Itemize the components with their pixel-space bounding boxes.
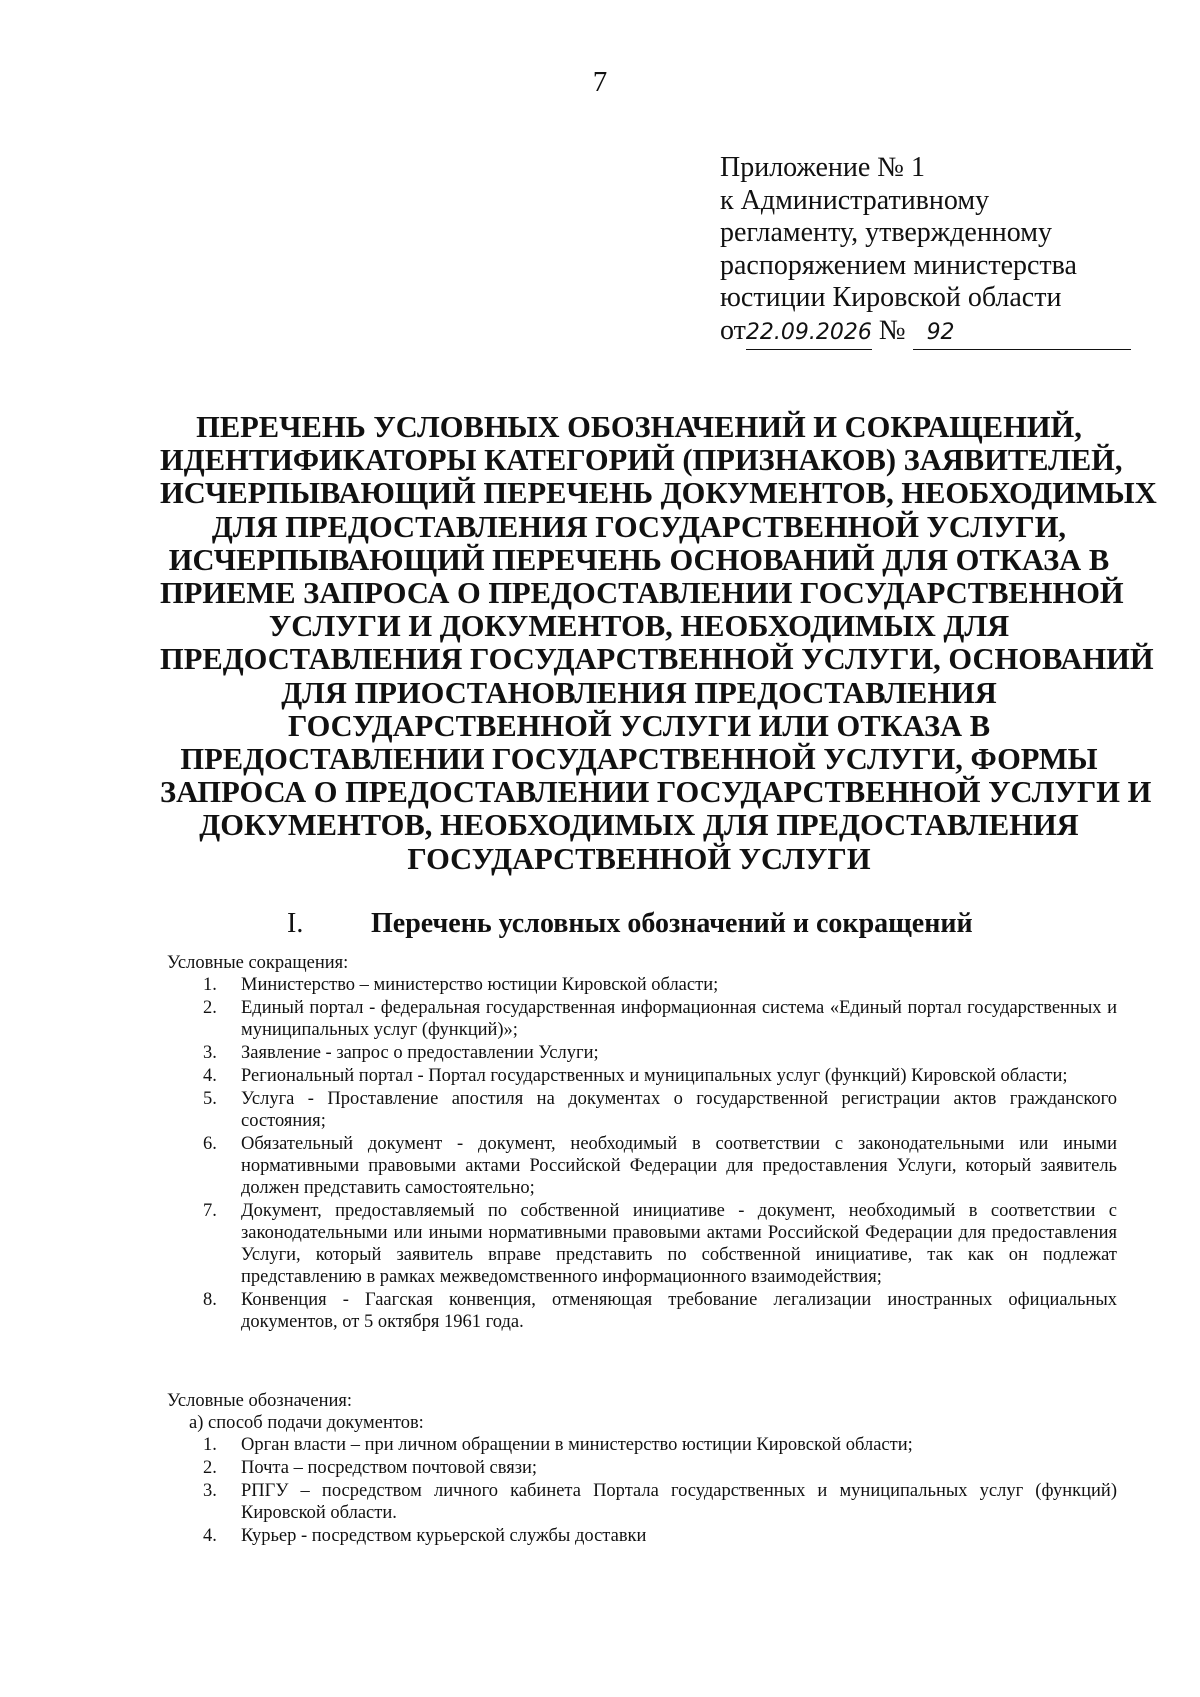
abbreviations-label: Условные сокращения:	[167, 953, 349, 973]
item-text: Курьер - посредством курьерской службы доставки	[241, 1526, 647, 1546]
title-line: ИСЧЕРПЫВАЮЩИЙ ПЕРЕЧЕНЬ ОСНОВАНИЙ ДЛЯ ОТКАЗА В	[168, 542, 1110, 577]
item-text: Обязательный документ - документ, необходимый в соответствии с законодательными или иными нормативными правовыми актами Российской Федерации для предоставления Услуги, который заявитель должен представить самостоятельно;	[241, 1134, 1117, 1198]
item-number: 6.	[203, 1134, 217, 1154]
item-number: 3.	[203, 1043, 217, 1063]
section-heading	[287, 908, 973, 940]
appendix-line: регламенту, утвержденному	[720, 217, 1052, 248]
title-line: ДЛЯ ПРИОСТАНОВЛЕНИЯ ПРЕДОСТАВЛЕНИЯ	[281, 675, 997, 710]
item-text: Единый портал - федеральная государственная информационная система «Единый портал государственных и муниципальных услуг (функций)»;	[241, 998, 1117, 1040]
item-text: Документ, предоставляемый по собственной инициативе - документ, необходимый в соответствии с законодательными или иными нормативными правовыми актами Российской Федерации для предоставления Услуги, который заявитель вправе представить по собственной инициативе, так как он подлежат представлению в рамках межведомственного информационного взаимодействия;	[241, 1201, 1117, 1287]
list-item	[167, 1065, 1117, 1087]
item-text: Почта – посредством почтовой связи;	[241, 1458, 538, 1478]
title-line: ДЛЯ ПРЕДОСТАВЛЕНИЯ ГОСУДАРСТВЕННОЙ УСЛУГИ,	[211, 509, 1067, 544]
list-item	[167, 1434, 1117, 1456]
title-line: ИДЕНТИФИКАТОРЫ КАТЕГОРИЙ (ПРИЗНАКОВ) ЗАЯВИТЕЛЕЙ,	[160, 443, 1123, 478]
appendix-line: Приложение № 1	[720, 152, 925, 183]
handwritten-number: 92	[913, 317, 1131, 351]
section-number: I.	[287, 908, 304, 939]
item-text: Услуга - Проставление апостиля на документах о государственной регистрации актов гражданского состояния;	[241, 1089, 1117, 1131]
number-label: №	[878, 314, 906, 346]
item-text: Региональный портал - Портал государственных и муниципальных услуг (функций) Кировской области;	[241, 1066, 1068, 1086]
list-item	[167, 974, 1117, 996]
designations-label: Условные обозначения:	[167, 1391, 353, 1411]
list-item	[167, 1289, 1117, 1333]
item-number: 2.	[203, 998, 217, 1018]
title-line: ГОСУДАРСТВЕННОЙ УСЛУГИ	[407, 841, 871, 876]
list-item	[167, 1200, 1117, 1288]
title-line: ИСЧЕРПЫВАЮЩИЙ ПЕРЕЧЕНЬ ДОКУМЕНТОВ, НЕОБХОДИМЫХ	[160, 476, 1157, 511]
appendix-date-line	[720, 315, 1160, 351]
title-line: ПРЕДОСТАВЛЕНИИ ГОСУДАРСТВЕННОЙ УСЛУГИ, ФОРМЫ	[180, 742, 1098, 777]
date-prefix: от	[720, 314, 746, 346]
item-number: 1.	[203, 975, 217, 995]
item-number: 1.	[203, 1435, 217, 1455]
title-line: ПРЕДОСТАВЛЕНИЯ ГОСУДАРСТВЕННОЙ УСЛУГИ, ОСНОВАНИЙ	[160, 642, 1154, 677]
item-text: Конвенция - Гаагская конвенция, отменяющая требование легализации иностранных официальных документов, от 5 октября 1961 года.	[241, 1290, 1117, 1332]
item-number: 4.	[203, 1066, 217, 1086]
title-line: ДОКУМЕНТОВ, НЕОБХОДИМЫХ ДЛЯ ПРЕДОСТАВЛЕНИЯ	[199, 808, 1079, 843]
title-line: УСЛУГИ И ДОКУМЕНТОВ, НЕОБХОДИМЫХ ДЛЯ	[268, 609, 1010, 644]
appendix-line: к Административному	[720, 184, 990, 216]
appendix-line: распоряжением министерства	[720, 249, 1077, 281]
title-line: ПЕРЕЧЕНЬ УСЛОВНЫХ ОБОЗНАЧЕНИЙ И СОКРАЩЕНИЙ,	[196, 410, 1082, 444]
list-item	[167, 1457, 1117, 1479]
list-item	[167, 1525, 1117, 1547]
appendix-line: юстиции Кировской области	[720, 282, 1062, 313]
item-text: Орган власти – при личном обращении в министерство юстиции Кировской области;	[241, 1435, 913, 1455]
item-number: 8.	[203, 1290, 217, 1310]
list-item	[167, 997, 1117, 1041]
title-line: ЗАПРОСА О ПРЕДОСТАВЛЕНИИ ГОСУДАРСТВЕННОЙ УСЛУГИ И	[160, 775, 1152, 810]
designations-list	[167, 1390, 1117, 1548]
section-title: Перечень условных обозначений и сокращений	[371, 908, 973, 939]
list-item	[167, 1480, 1117, 1524]
abbreviations-list	[167, 952, 1117, 1334]
page-number: 7	[592, 66, 608, 98]
item-number: 4.	[203, 1526, 217, 1546]
item-text: РПГУ – посредством личного кабинета Портала государственных и муниципальных услуг (функций) Кировской области.	[241, 1481, 1117, 1523]
designations-sub-label: а) способ подачи документов:	[189, 1413, 424, 1433]
list-item	[167, 1088, 1117, 1132]
item-number: 5.	[203, 1089, 217, 1109]
item-text: Министерство – министерство юстиции Кировской области;	[241, 975, 719, 995]
document-title	[160, 410, 1157, 876]
appendix-block	[720, 152, 1160, 350]
list-item	[167, 1042, 1117, 1064]
title-line: ПРИЕМЕ ЗАПРОСА О ПРЕДОСТАВЛЕНИИ ГОСУДАРСТВЕННОЙ	[160, 576, 1124, 611]
item-number: 7.	[203, 1201, 217, 1221]
item-number: 2.	[203, 1458, 217, 1478]
title-line: ГОСУДАРСТВЕННОЙ УСЛУГИ ИЛИ ОТКАЗА В	[287, 708, 991, 743]
item-number: 3.	[203, 1481, 217, 1501]
handwritten-date: 22.09.2026	[746, 317, 872, 351]
item-text: Заявление - запрос о предоставлении Услуги;	[241, 1043, 599, 1063]
list-item	[167, 1133, 1117, 1199]
